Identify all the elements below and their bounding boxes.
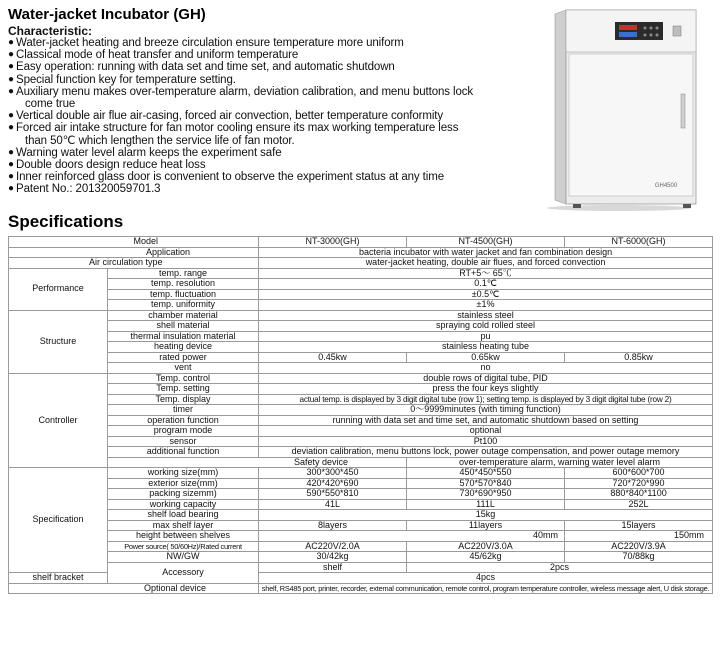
table-row xyxy=(9,510,713,521)
feature-text: Water-jacket heating and breeze circulation ensure temperature more uniform xyxy=(16,37,404,49)
table-row xyxy=(9,405,713,416)
row-value: 570*570*840 xyxy=(407,478,565,489)
row-value: 150mm xyxy=(565,531,713,542)
category-structure: Structure xyxy=(9,310,108,373)
table-row xyxy=(9,478,713,489)
row-label: shelf load bearing xyxy=(108,510,259,521)
row-value: water-jacket heating, double air flues, and forced convection xyxy=(259,258,713,269)
row-label: max shelf layer xyxy=(108,520,259,531)
feature-item xyxy=(8,37,528,49)
bullet-icon: ● xyxy=(8,49,14,61)
table-row xyxy=(9,447,713,458)
row-label: temp. uniformity xyxy=(108,300,259,311)
row-value: 15layers xyxy=(565,520,713,531)
row-label: NW/GW xyxy=(108,552,259,563)
row-value: actual temp. is displayed by 3 digit digital tube (row 1); setting temp. is displayed by 3 digit digital tube (row 2) xyxy=(259,394,713,405)
row-value: 0～9999minutes (with timing function) xyxy=(259,405,713,416)
row-label: Temp. control xyxy=(108,373,259,384)
row-value: ±1% xyxy=(259,300,713,311)
table-row xyxy=(9,531,713,542)
feature-item xyxy=(8,183,528,195)
table-row xyxy=(9,247,713,258)
table-row xyxy=(9,457,713,468)
row-value: RT+5～ 65℃ xyxy=(259,268,713,279)
table-row xyxy=(9,342,713,353)
feature-text: Inner reinforced glass door is convenient to observe the experiment status at any time xyxy=(16,171,444,184)
row-value: 45/62kg xyxy=(407,552,565,563)
row-label: sensor xyxy=(108,436,259,447)
row-value: 590*550*810 xyxy=(259,489,407,500)
table-row xyxy=(9,331,713,342)
table-row xyxy=(9,436,713,447)
category-performance: Performance xyxy=(9,268,108,310)
row-value: press the four keys slightly xyxy=(259,384,713,395)
table-row xyxy=(9,426,713,437)
row-label: exterior size(mm) xyxy=(108,478,259,489)
row-value: running with data set and time set, and automatic shutdown based on setting xyxy=(259,415,713,426)
row-value: 600*600*700 xyxy=(565,468,713,479)
bullet-icon: ● xyxy=(8,159,14,171)
model-cell: NT-3000(GH) xyxy=(259,237,407,248)
row-label: temp. resolution xyxy=(108,279,259,290)
specifications-table xyxy=(8,236,713,594)
feature-text: Easy operation: running with data set and time set, and automatic shutdown xyxy=(16,61,395,74)
row-label: packing sizemm) xyxy=(108,489,259,500)
table-row xyxy=(9,583,713,594)
row-label: shell material xyxy=(108,321,259,332)
table-row xyxy=(9,499,713,510)
row-label: chamber material xyxy=(108,310,259,321)
row-label: working size(mm) xyxy=(108,468,259,479)
row-value: 4pcs xyxy=(259,573,713,584)
row-label: Application xyxy=(9,247,259,258)
feature-text: Forced air intake structure for fan motor cooling ensure its max working temperature less xyxy=(16,122,459,135)
bullet-icon: ● xyxy=(8,146,14,158)
table-row xyxy=(9,300,713,311)
feature-list xyxy=(8,37,528,196)
feature-continuation: than 50℃ which lengthen the service life of fan motor. xyxy=(25,134,295,147)
row-value: 70/88kg xyxy=(565,552,713,563)
row-value: AC220V/2.0A xyxy=(259,541,407,552)
feature-continuation: come true xyxy=(25,98,76,111)
category-specification: Specification xyxy=(9,468,108,573)
feature-text: Classical mode of heat transfer and uniform temperature xyxy=(16,49,299,62)
row-label: Power source( 50/60Hz)/Rated current xyxy=(108,541,259,552)
feature-text: Vertical double air flue air-casing, forced air convection, better temperature conformity xyxy=(16,110,444,123)
feature-item xyxy=(8,49,528,61)
row-value: shelf, RS485 port, printer, recorder, external communication, remote control, program temperature controller, wireless message alert, U disk storage. xyxy=(259,583,713,594)
table-row xyxy=(9,384,713,395)
row-value: stainless heating tube xyxy=(259,342,713,353)
bullet-icon: ● xyxy=(8,171,14,183)
row-value: 111L xyxy=(407,499,565,510)
row-value: no xyxy=(259,363,713,374)
row-label: Air circulation type xyxy=(9,258,259,269)
row-label: vent xyxy=(108,363,259,374)
table-row xyxy=(9,352,713,363)
feature-text: Patent No.: 201320059701.3 xyxy=(16,183,161,196)
bullet-icon: ● xyxy=(8,122,14,134)
table-row xyxy=(9,279,713,290)
table-row xyxy=(9,373,713,384)
row-label: temp. fluctuation xyxy=(108,289,259,300)
table-row xyxy=(9,237,713,248)
feature-text: Auxiliary menu makes over-temperature alarm, deviation calibration, and menu buttons lock xyxy=(16,85,474,98)
model-cell: NT-4500(GH) xyxy=(407,237,565,248)
row-value: stainless steel xyxy=(259,310,713,321)
row-label: Temp. setting xyxy=(108,384,259,395)
bullet-icon: ● xyxy=(8,73,14,85)
row-value: 720*720*990 xyxy=(565,478,713,489)
row-label: shelf bracket xyxy=(9,573,108,584)
category-accessory: Accessory xyxy=(108,562,259,583)
row-label: Safety device xyxy=(108,457,407,468)
feature-item xyxy=(8,110,528,122)
row-value: deviation calibration, menu buttons lock, power outage compensation, and power outage memory xyxy=(259,447,713,458)
bullet-icon: ● xyxy=(8,61,14,73)
row-value: 0.85kw xyxy=(565,352,713,363)
row-label: operation function xyxy=(108,415,259,426)
table-row xyxy=(9,520,713,531)
row-label: Temp. display xyxy=(108,394,259,405)
table-row xyxy=(9,552,713,563)
row-value: 0.45kw xyxy=(259,352,407,363)
bullet-icon: ● xyxy=(8,37,14,48)
table-row xyxy=(9,258,713,269)
row-value: 40mm xyxy=(259,531,565,542)
row-value: 300*300*450 xyxy=(259,468,407,479)
row-value: over-temperature alarm, warning water level alarm xyxy=(407,457,713,468)
row-value: spraying cold rolled steel xyxy=(259,321,713,332)
row-value: AC220V/3.0A xyxy=(407,541,565,552)
feature-item xyxy=(8,147,528,159)
row-value: 8layers xyxy=(259,520,407,531)
row-value: 0.65kw xyxy=(407,352,565,363)
row-label: program mode xyxy=(108,426,259,437)
row-value: 2pcs xyxy=(407,562,713,573)
page-title: Water-jacket Incubator (GH) xyxy=(8,6,206,23)
row-label: shelf xyxy=(259,562,407,573)
row-value: 450*450*550 xyxy=(407,468,565,479)
table-row xyxy=(9,468,713,479)
feature-text: Special function key for temperature setting. xyxy=(16,73,236,86)
row-value: AC220V/3.9A xyxy=(565,541,713,552)
bullet-icon: ● xyxy=(8,85,14,97)
feature-text: Warning water level alarm keeps the experiment safe xyxy=(16,146,282,159)
row-label: thermal insulation material xyxy=(108,331,259,342)
feature-item xyxy=(8,86,528,110)
row-value: ±0.5℃ xyxy=(259,289,713,300)
table-row xyxy=(9,489,713,500)
row-value: 880*840*1100 xyxy=(565,489,713,500)
feature-item xyxy=(8,74,528,86)
table-row xyxy=(9,310,713,321)
feature-text: Double doors design reduce heat loss xyxy=(16,159,206,172)
table-row xyxy=(9,415,713,426)
table-row xyxy=(9,562,713,573)
bullet-icon: ● xyxy=(8,110,14,122)
row-value: 30/42kg xyxy=(259,552,407,563)
row-value: 0.1℃ xyxy=(259,279,713,290)
row-value: Pt100 xyxy=(259,436,713,447)
row-value: 11layers xyxy=(407,520,565,531)
row-value: bacteria incubator with water jacket and fan combination design xyxy=(259,247,713,258)
model-cell: NT-6000(GH) xyxy=(565,237,713,248)
row-label: additional function xyxy=(108,447,259,458)
table-row xyxy=(9,289,713,300)
table-row xyxy=(9,541,713,552)
row-label: timer xyxy=(108,405,259,416)
row-value: 41L xyxy=(259,499,407,510)
row-value: double rows of digital tube, PID xyxy=(259,373,713,384)
table-row xyxy=(9,268,713,279)
feature-item xyxy=(8,171,528,183)
row-label: heating device xyxy=(108,342,259,353)
row-label: height between shelves xyxy=(108,531,259,542)
characteristic-heading: Characteristic: xyxy=(8,24,93,38)
row-value: 252L xyxy=(565,499,713,510)
table-row xyxy=(9,321,713,332)
bullet-icon: ● xyxy=(8,183,14,195)
table-row xyxy=(9,394,713,405)
feature-item xyxy=(8,61,528,73)
row-value: optional xyxy=(259,426,713,437)
row-label: temp. range xyxy=(108,268,259,279)
incubator-product-image xyxy=(533,8,703,213)
category-controller: Controller xyxy=(9,373,108,468)
row-value: 730*690*950 xyxy=(407,489,565,500)
row-value: 15kg xyxy=(259,510,713,521)
feature-item xyxy=(8,159,528,171)
row-label: working capacity xyxy=(108,499,259,510)
model-label-cell: Model xyxy=(9,237,259,248)
row-value: 420*420*690 xyxy=(259,478,407,489)
feature-item xyxy=(8,122,528,146)
product-model-label: GH4500 xyxy=(654,183,678,189)
specifications-heading: Specifications xyxy=(8,212,124,231)
table-row xyxy=(9,363,713,374)
row-label: Optional device xyxy=(9,583,259,594)
row-label: rated power xyxy=(108,352,259,363)
row-value: pu xyxy=(259,331,713,342)
